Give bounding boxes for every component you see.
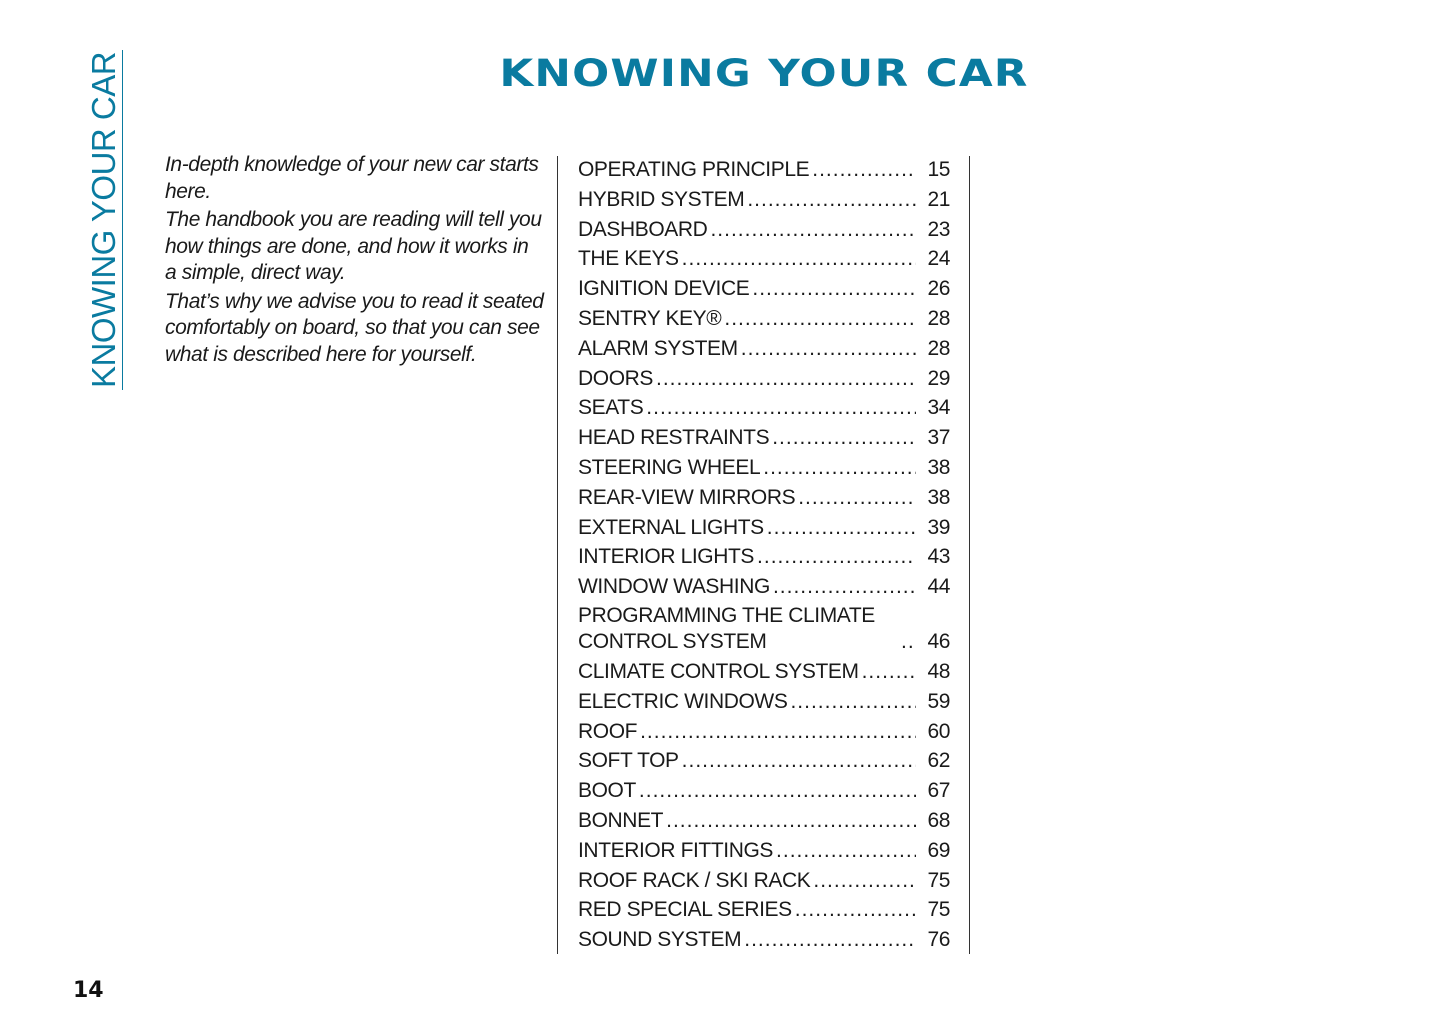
toc-entry[interactable]	[578, 393, 950, 423]
leader-dots	[773, 572, 916, 602]
toc-entry-label: IGNITION DEVICE	[578, 277, 750, 301]
toc-entry[interactable]	[578, 304, 950, 334]
toc-entry-page: 28	[927, 306, 950, 330]
leader-dots	[776, 836, 916, 866]
toc-entry[interactable]	[578, 513, 950, 543]
intro-text	[165, 152, 545, 370]
side-tab-divider	[122, 50, 123, 390]
toc-entry-label: SOUND SYSTEM	[578, 928, 742, 952]
leader-dots	[790, 687, 916, 717]
toc-entry[interactable]	[578, 925, 950, 955]
page-title: KNOWING YOUR CAR	[499, 52, 1029, 95]
toc-entry-label: THE KEYS	[578, 247, 679, 271]
leader-dots	[656, 364, 916, 394]
toc-entry-page: 62	[927, 749, 950, 773]
toc-entry-label: ALARM SYSTEM	[578, 336, 738, 360]
toc-entry-label: RED SPECIAL SERIES	[578, 898, 792, 922]
toc-entry-label: OPERATING PRINCIPLE	[578, 158, 810, 181]
intro-paragraph: The handbook you are reading will tell you how things are done, and how it works in a simple, direct way.	[165, 208, 542, 284]
intro-paragraph: That’s why we advise you to read it seated comfortably on board, so that you can see what is described here for yourself.	[165, 289, 544, 366]
toc-entry[interactable]	[578, 483, 950, 513]
toc-entry-label: STEERING WHEEL	[578, 455, 761, 479]
table-of-contents	[578, 155, 950, 955]
leader-dots	[640, 717, 916, 747]
toc-entry[interactable]	[578, 836, 950, 866]
toc-entry[interactable]	[578, 334, 950, 364]
leader-dots	[639, 776, 916, 806]
toc-entry[interactable]	[578, 895, 950, 925]
page-number: 14	[73, 978, 104, 1003]
toc-entry-label: SOFT TOP	[578, 749, 679, 773]
toc-entry[interactable]	[578, 776, 950, 806]
toc-entry-label: DOORS	[578, 366, 654, 390]
toc-entry-page: 38	[927, 485, 950, 509]
toc-entry-page: 39	[927, 515, 950, 539]
toc-left-divider	[557, 156, 558, 954]
toc-entry[interactable]	[578, 274, 950, 304]
toc-entry[interactable]	[578, 866, 950, 896]
leader-dots	[724, 304, 916, 334]
toc-entry-label: ELECTRIC WINDOWS	[578, 689, 788, 713]
leader-dots	[741, 334, 916, 364]
toc-entry-label: CLIMATE CONTROL SYSTEM	[578, 659, 859, 683]
toc-entry-page: 48	[927, 659, 950, 683]
toc-entry[interactable]	[578, 215, 950, 245]
toc-entry-page: 24	[927, 247, 950, 271]
leader-dots	[646, 393, 916, 423]
toc-entry-label: BOOT	[578, 779, 636, 803]
toc-entry-label: BONNET	[578, 808, 664, 832]
toc-entry-page: 68	[927, 808, 950, 832]
toc-entry-page: 21	[927, 187, 950, 211]
toc-entry[interactable]	[578, 364, 950, 394]
leader-dots	[763, 453, 916, 483]
toc-entry-label: SENTRY KEY®	[578, 306, 722, 330]
leader-dots	[901, 629, 916, 657]
toc-entry-label: ROOF	[578, 719, 638, 743]
leader-dots	[862, 657, 916, 687]
toc-entry-page: 23	[927, 217, 950, 241]
toc-entry[interactable]	[578, 717, 950, 747]
toc-entry-page: 26	[927, 277, 950, 301]
toc-entry-label: ROOF RACK / SKI RACK	[578, 868, 811, 892]
toc-entry-page: 28	[927, 336, 950, 360]
leader-dots	[744, 925, 916, 955]
toc-entry[interactable]	[578, 185, 950, 215]
toc-entry-page: 69	[927, 838, 950, 862]
leader-dots	[682, 746, 916, 776]
toc-entry[interactable]	[578, 602, 950, 657]
toc-entry-page: 75	[927, 898, 950, 922]
toc-entry-page: 43	[927, 545, 950, 569]
toc-entry-page: 37	[927, 426, 950, 450]
leader-dots	[813, 866, 916, 896]
toc-entry[interactable]	[578, 657, 950, 687]
leader-dots	[772, 423, 916, 453]
toc-entry-page: 67	[927, 779, 950, 803]
leader-dots	[666, 806, 916, 836]
toc-entry-page: 75	[927, 868, 950, 892]
leader-dots	[682, 244, 916, 274]
leader-dots	[710, 215, 916, 245]
toc-entry-page: 34	[927, 396, 950, 420]
toc-entry-label: WINDOW WASHING	[578, 575, 770, 599]
toc-entry[interactable]	[578, 155, 950, 185]
leader-dots	[812, 155, 916, 185]
leader-dots	[767, 513, 916, 543]
toc-entry[interactable]	[578, 542, 950, 572]
toc-entry-label: REAR-VIEW MIRRORS	[578, 485, 796, 509]
toc-entry[interactable]	[578, 746, 950, 776]
toc-entry[interactable]	[578, 453, 950, 483]
toc-entry[interactable]	[578, 572, 950, 602]
side-section-tab: KNOWING YOUR CAR	[85, 51, 122, 388]
toc-entry-label: PROGRAMMING THE CLIMATE CONTROL SYSTEM	[578, 603, 875, 653]
toc-entry[interactable]	[578, 423, 950, 453]
toc-entry-page: 76	[927, 928, 950, 952]
leader-dots	[757, 542, 916, 572]
toc-entry-label: EXTERNAL LIGHTS	[578, 515, 764, 539]
toc-entry-label: INTERIOR LIGHTS	[578, 545, 755, 569]
toc-entry-page: 44	[927, 575, 950, 599]
toc-right-divider	[969, 156, 970, 954]
intro-paragraph: In-depth knowledge of your new car starts here.	[165, 153, 539, 203]
leader-dots	[752, 274, 916, 304]
leader-dots	[795, 895, 916, 925]
toc-entry-page: 38	[927, 455, 950, 479]
toc-entry-label: HYBRID SYSTEM	[578, 187, 745, 211]
toc-entry-page: 29	[927, 366, 950, 390]
toc-entry-label: HEAD RESTRAINTS	[578, 426, 770, 450]
toc-entry-page: 46	[927, 629, 950, 653]
toc-entry-label: SEATS	[578, 396, 644, 420]
toc-entry-label: DASHBOARD	[578, 217, 708, 241]
toc-entry-page: 15	[927, 158, 950, 181]
toc-entry[interactable]	[578, 244, 950, 274]
leader-dots	[747, 185, 916, 215]
toc-entry-page: 59	[927, 689, 950, 713]
leader-dots	[798, 483, 916, 513]
toc-entry-page: 60	[927, 719, 950, 743]
toc-entry-label: INTERIOR FITTINGS	[578, 838, 774, 862]
toc-entry[interactable]	[578, 806, 950, 836]
toc-entry[interactable]	[578, 687, 950, 717]
